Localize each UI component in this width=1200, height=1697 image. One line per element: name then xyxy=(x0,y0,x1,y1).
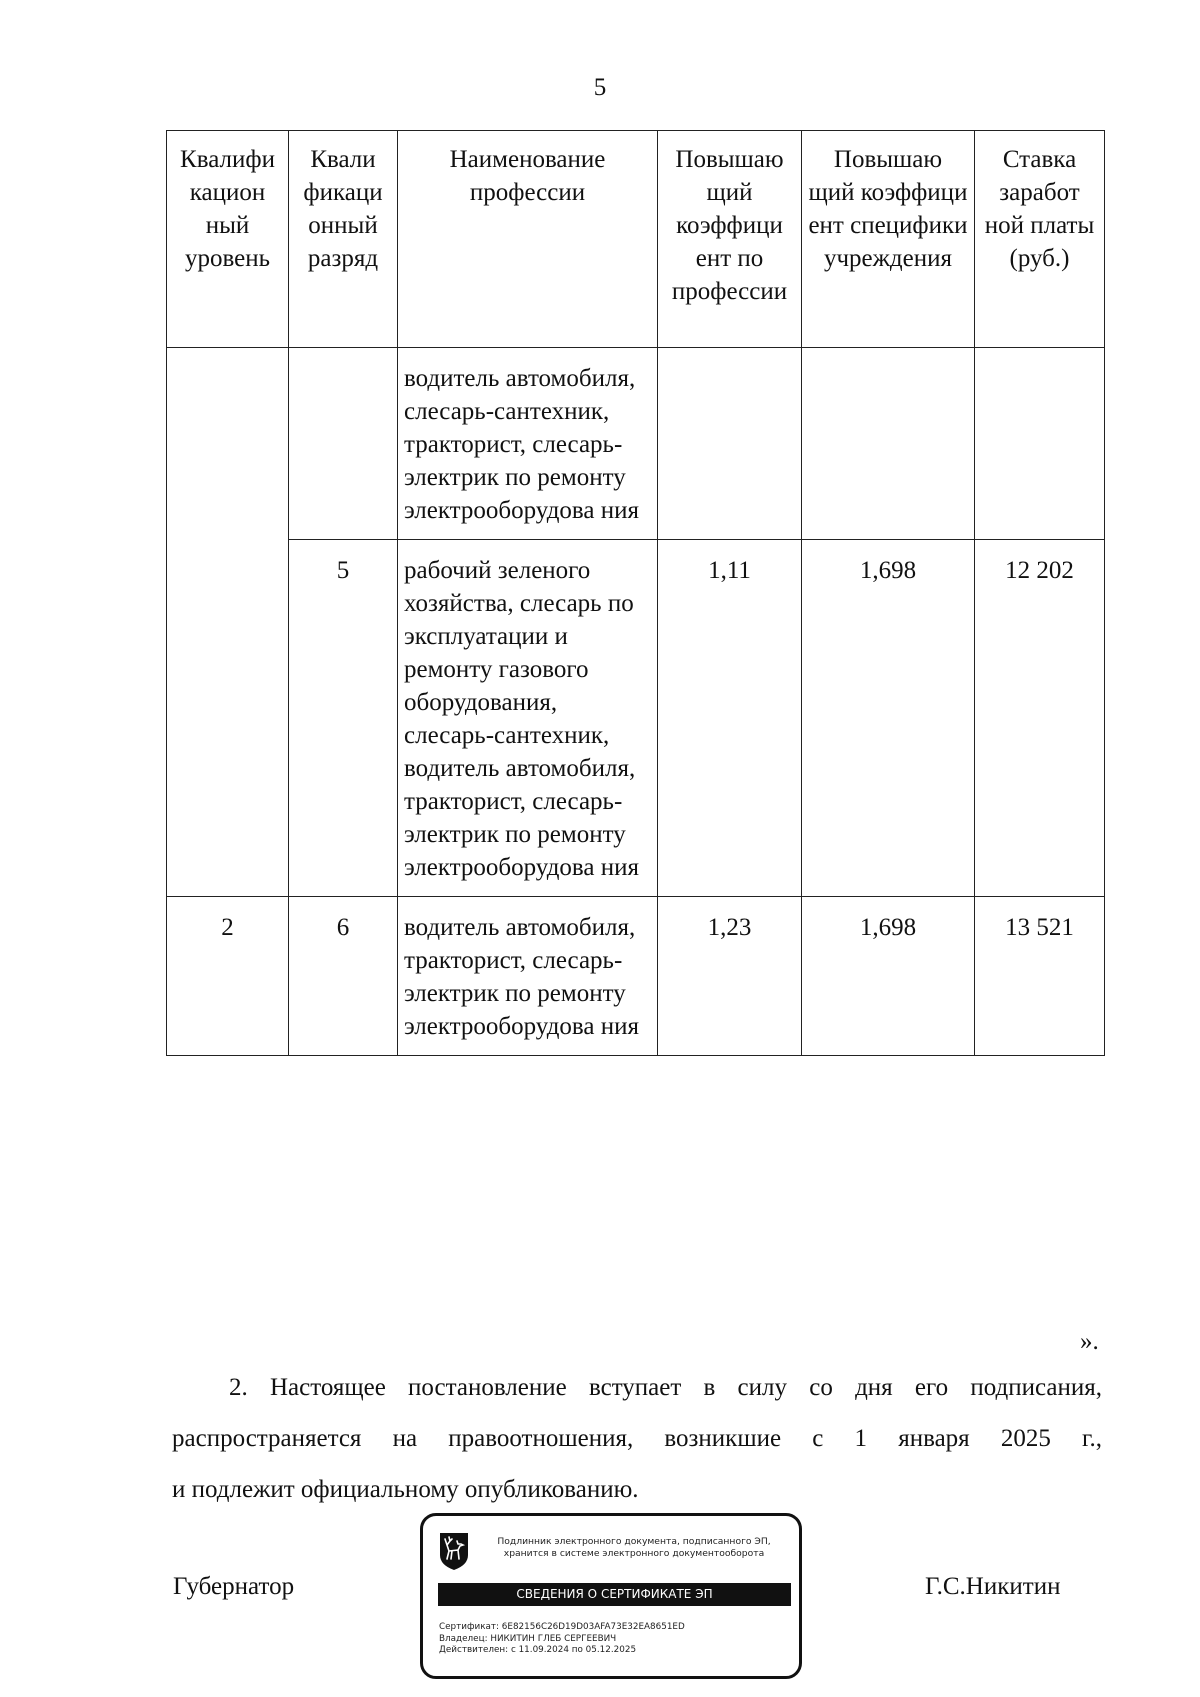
cell-profession-coefficient: 1,11 xyxy=(658,540,802,897)
cell-grade xyxy=(289,348,398,540)
stamp-note-line: Подлинник электронного документа, подписанного ЭП, xyxy=(497,1536,771,1547)
cell-profession-coefficient xyxy=(658,348,802,540)
table-header-row xyxy=(167,131,1105,348)
cell-institution-coefficient xyxy=(802,348,975,540)
paragraph-line: распространяется на правоотношения, возникшие с 1 января 2025 г., xyxy=(172,1425,1102,1452)
header-qualification-grade: Квали фикаци онный разряд xyxy=(289,131,398,348)
cell-profession-name: водитель автомобиля, тракторист, слесарь-электрик по ремонту электрооборудова ния xyxy=(398,897,658,1056)
cell-salary-rate xyxy=(975,348,1105,540)
signatory-position: Губернатор xyxy=(173,1573,295,1600)
cell-grade: 5 xyxy=(289,540,398,897)
stamp-title-bar: СВЕДЕНИЯ О СЕРТИФИКАТЕ ЭП xyxy=(438,1583,791,1606)
cell-profession-name: рабочий зеленого хозяйства, слесарь по эксплуатации и ремонту газового оборудования, слесарь-сантехник, водитель автомобиля, тракторист, слесарь-электрик по ремонту электрооборудова ния xyxy=(398,540,658,897)
certificate-owner: Владелец: НИКИТИН ГЛЕБ СЕРГЕЕВИЧ xyxy=(439,1633,617,1644)
stamp-note-line: хранится в системе электронного документооборота xyxy=(503,1548,765,1559)
certificate-validity: Действителен: с 11.09.2024 по 05.12.2025 xyxy=(439,1645,637,1655)
salary-table xyxy=(166,130,1105,1056)
header-institution-coefficient: Повышаю щий коэффици ент специфики учреждения xyxy=(802,131,975,348)
paragraph-effective-date xyxy=(172,1362,1102,1515)
signatory-name: Г.С.Никитин xyxy=(925,1573,1061,1600)
electronic-signature-stamp xyxy=(420,1513,802,1679)
header-qualification-level: Квалифи кацион ный уровень xyxy=(167,131,289,348)
table-row xyxy=(167,897,1105,1056)
cell-salary-rate: 12 202 xyxy=(975,540,1105,897)
cell-institution-coefficient: 1,698 xyxy=(802,897,975,1056)
cell-level-empty xyxy=(167,348,289,897)
cell-profession-name: водитель автомобиля, слесарь-сантехник, тракторист, слесарь-электрик по ремонту электрооборудова ния xyxy=(398,348,658,540)
paragraph-line: и подлежит официальному опубликованию. xyxy=(172,1476,639,1503)
page-number: 5 xyxy=(593,74,607,101)
cell-salary-rate: 13 521 xyxy=(975,897,1105,1056)
stamp-note xyxy=(473,1536,795,1560)
header-profession-coefficient: Повышаю щий коэффици ент по профессии xyxy=(658,131,802,348)
deer-coat-of-arms-icon xyxy=(438,1531,470,1571)
certificate-number: Сертификат: 6E82156C26D19D03AFA73E32EA8651ED xyxy=(439,1622,685,1632)
header-salary-rate: Ставка заработ ной платы (руб.) xyxy=(975,131,1105,348)
table-row xyxy=(167,540,1105,897)
cell-level: 2 xyxy=(167,897,289,1056)
header-profession-name: Наименование профессии xyxy=(398,131,658,348)
table-row xyxy=(167,348,1105,540)
cell-institution-coefficient: 1,698 xyxy=(802,540,975,897)
closing-quote: ». xyxy=(1080,1328,1099,1355)
cell-profession-coefficient: 1,23 xyxy=(658,897,802,1056)
paragraph-line: 2. Настоящее постановление вступает в силу со дня его подписания, xyxy=(229,1374,1102,1401)
certificate-details xyxy=(439,1622,685,1657)
cell-grade: 6 xyxy=(289,897,398,1056)
